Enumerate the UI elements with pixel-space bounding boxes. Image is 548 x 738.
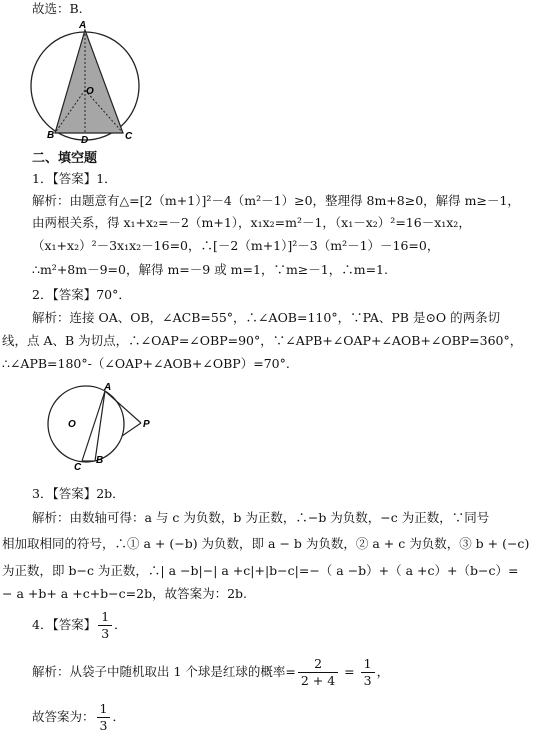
q2-answer: 2．【答案】70°． <box>32 287 131 302</box>
q4-explain-fraction-2 <box>361 656 375 689</box>
label-O2: O <box>68 419 76 430</box>
q1-line-2: 由两根关系，得 x₁+x₂=－2（m+1），x₁x₂=m²－1，（x₁－x₂）²=16－x₁x₂， <box>32 215 471 230</box>
q4-final-suffix: ． <box>112 709 125 724</box>
q2-line-3: ∴∠APB=180°-（∠OAP+∠AOB+∠OBP）=70°. <box>2 356 290 371</box>
q4-final-frac-den: 3 <box>99 718 108 733</box>
figure-circle-tangents <box>38 380 158 472</box>
label-A2: A <box>104 382 112 393</box>
q4-answer-prefix: 4．【答案】 <box>32 617 97 632</box>
q3-line-2: 相加取相同的符号，∴① a + (−b) 为负数，即 a − b 为负数，② a + c 为负数，③ b + (−c) <box>2 536 530 551</box>
q4-final-frac-num: 1 <box>97 701 111 718</box>
q4-explain-frac1-den: 2 + 4 <box>300 673 336 688</box>
label-C: C <box>125 131 133 142</box>
label-D: D <box>81 135 89 144</box>
q4-explain-eq: = <box>340 664 359 679</box>
q4-answer-frac-den: 3 <box>101 626 110 641</box>
q3-line-1: 解析：由数轴可得：a 与 c 为负数，b 为正数，∴−b 为负数，−c 为正数，∵同号 <box>32 510 490 525</box>
q4-answer <box>32 608 127 642</box>
q4-explain-fraction-1 <box>298 656 338 689</box>
q1-answer: 1．【答案】1． <box>32 171 117 186</box>
q3-line-4: − a +b+ a +c+b−c=2b，故答案为：2b. <box>2 586 248 601</box>
q4-final-prefix: 故答案为： <box>32 709 95 724</box>
q4-explain-frac1-num: 2 <box>298 656 338 673</box>
q2-line-2: 线，点 A、B 为切点，∴∠OAP=∠OBP=90°，∵∠APB+∠OAP+∠AOB+∠OBP=360°， <box>2 333 523 348</box>
q1-line-1: 解析：由题意有△=[2（m+1）]²－4（m²－1）≥0，整理得 8m+8≥0，解得 m≥－1， <box>32 193 520 208</box>
q4-explain-frac2-num: 1 <box>361 656 375 673</box>
q4-final-fraction <box>97 701 111 734</box>
q4-answer-suffix: ． <box>114 617 127 632</box>
q4-explain <box>32 655 389 689</box>
top-answer-line: 故选：B. <box>32 1 83 16</box>
label-B2: B <box>96 455 104 466</box>
q4-final <box>32 700 125 734</box>
label-P: P <box>143 419 150 430</box>
q2-line-1: 解析：连接 OA、OB，∠ACB=55°，∴∠AOB=110°，∵PA、PB 是⊙O 的两条切 <box>32 310 501 325</box>
q4-explain-suffix: ， <box>376 664 390 679</box>
label-C2: C <box>74 462 82 472</box>
q4-explain-frac2-den: 3 <box>363 673 372 688</box>
q4-explain-prefix: 解析：从袋子中随机取出 1 个球是红球的概率= <box>32 664 296 679</box>
q4-answer-fraction <box>98 609 112 642</box>
q1-line-4: ∴m²+8m－9=0，解得 m=－9 或 m=1，∵m≥－1，∴m=1. <box>32 262 388 277</box>
q1-line-3: （x₁+x₂）²－3x₁x₂－16=0，∴[－2（m+1）]²－3（m²－1）－16=0， <box>32 238 440 253</box>
label-B: B <box>47 130 55 141</box>
q4-answer-frac-num: 1 <box>98 609 112 626</box>
figure-circle-triangle <box>28 18 148 144</box>
section-heading: 二、填空题 <box>32 151 98 166</box>
q3-line-3: 为正数，即 b−c 为正数，∴| a −b|−| a +c|+|b−c|=−（ a −b）+（ a +c）+（b−c）= <box>2 563 519 578</box>
label-A: A <box>79 20 87 31</box>
q3-answer: 3．【答案】2b． <box>32 486 125 501</box>
label-O: O <box>86 86 94 97</box>
